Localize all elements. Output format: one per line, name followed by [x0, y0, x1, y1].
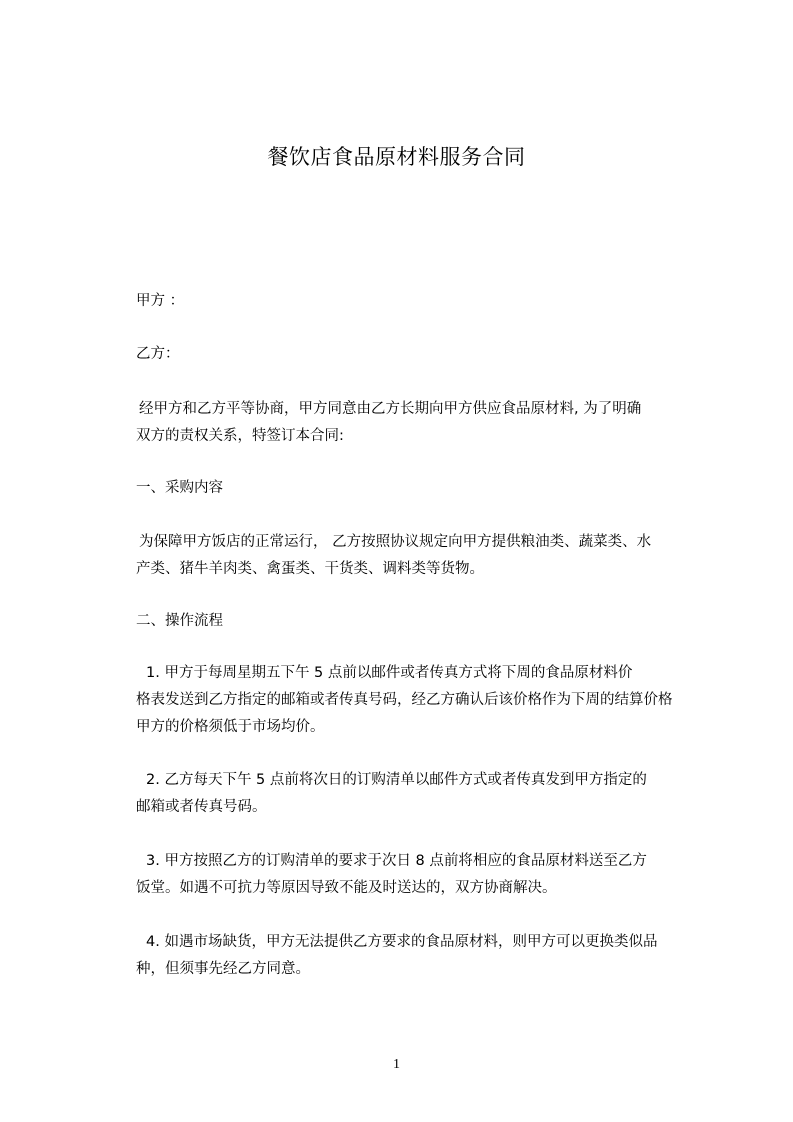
item-4-line-2: 种，但须事先经乙方同意。 [136, 961, 310, 977]
intro-line-2: 双方的责权关系，特签订本合同: [136, 428, 344, 444]
section-1-line-2: 产类、猪牛羊肉类、禽蛋类、干货类、调料类等货物。 [136, 561, 484, 577]
item-1-line-1: 1. 甲方于每周星期五下午 5 点前以邮件或者传真方式将下周的食品原材料价 [146, 665, 633, 681]
intro-line-1: 经甲方和乙方平等协商，甲方同意由乙方长期向甲方供应食品原材料, 为了明确 [139, 401, 642, 417]
item-2-line-1: 2. 乙方每天下午 5 点前将次日的订购清单以邮件方式或者传真发到甲方指定的 [146, 772, 647, 788]
section-1-heading: 一、采购内容 [136, 480, 223, 496]
item-4-line-1: 4. 如遇市场缺货，甲方无法提供乙方要求的食品原材料，则甲方可以更换类似品 [146, 934, 658, 950]
section-2-heading: 二、操作流程 [136, 613, 223, 629]
party-b-label: 乙方： [136, 346, 180, 362]
section-2-item-1 [136, 660, 702, 741]
section-2-item-4 [136, 929, 702, 983]
party-a-label: 甲方 ： [136, 293, 185, 309]
intro-paragraph [136, 396, 702, 450]
item-1-line-3: 甲方的价格须低于市场均价。 [136, 719, 325, 735]
item-3-line-2: 饭堂。如遇不可抗力等原因导致不能及时送达的，双方协商解决。 [136, 880, 557, 896]
section-1-line-1: 为保障甲方饭店的正常运行， 乙方按照协议规定向甲方提供粮油类、蔬菜类、水 [139, 534, 652, 550]
item-2-line-2: 邮箱或者传真号码。 [136, 799, 267, 815]
page-number: 1 [393, 1057, 400, 1072]
item-1-line-2: 格表发送到乙方指定的邮箱或者传真号码，经乙方确认后该价格作为下周的结算价格 [136, 692, 673, 708]
section-1-paragraph [136, 529, 702, 583]
document-title: 餐饮店食品原材料服务合同 [267, 145, 526, 169]
item-3-line-1: 3. 甲方按照乙方的订购清单的要求于次日 8 点前将相应的食品原材料送至乙方 [146, 853, 647, 869]
section-2-item-3 [136, 848, 702, 902]
section-2-item-2 [136, 767, 702, 821]
